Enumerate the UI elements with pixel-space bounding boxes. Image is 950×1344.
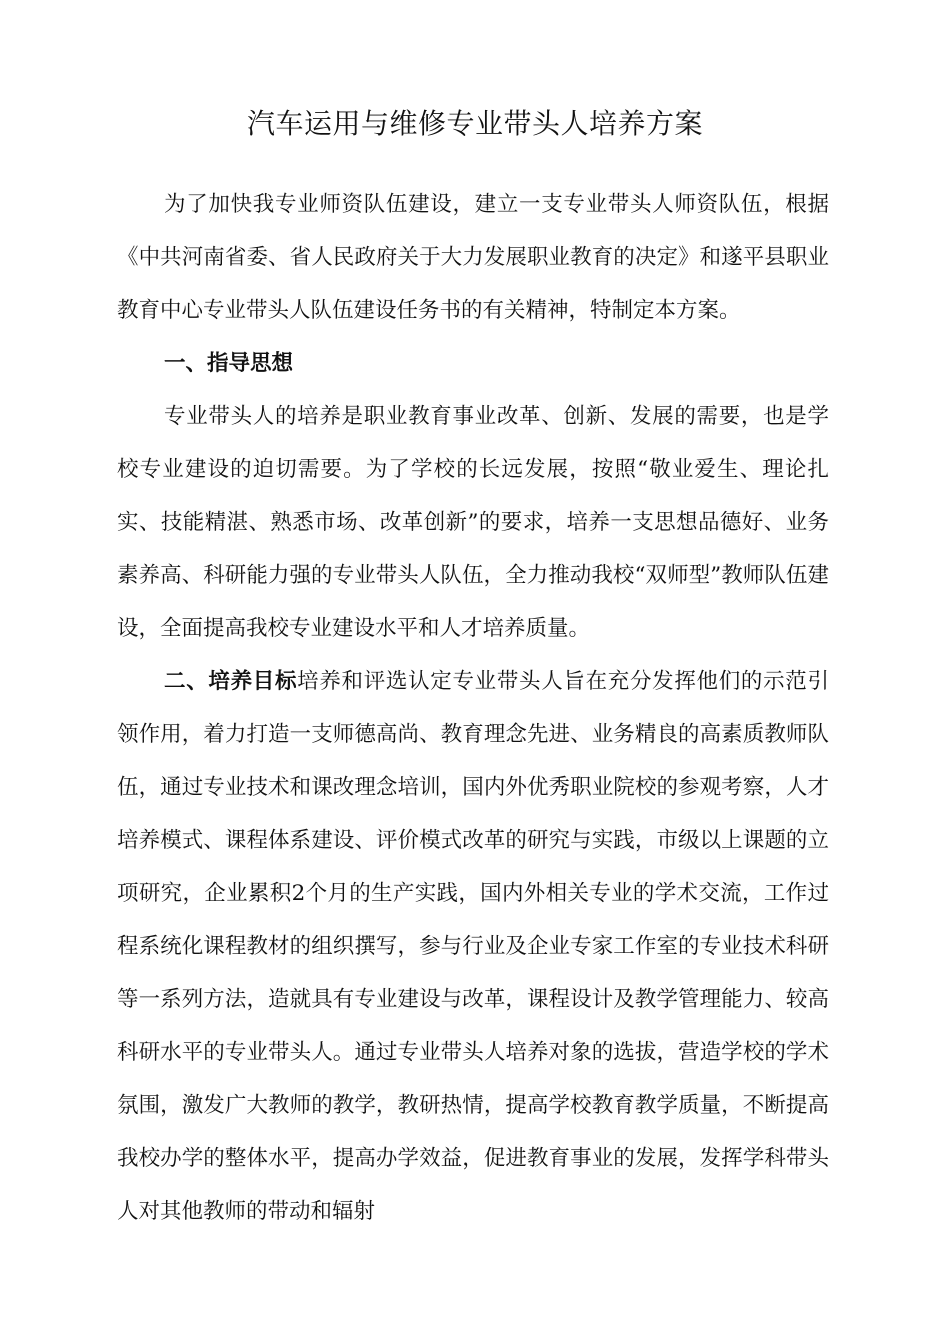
section-2-text: 培养和评选认定专业带头人旨在充分发挥他们的示范引领作用，着力打造一支师德高尚、教育理念先进、业务精良的高素质教师队伍，通过专业技术和课改理念培训，国内外优秀职业院校的参观考察，人才培养模式、课程体系建设、评价模式改革的研究与实践，市级以上课题的立项研究，企业累积2个月的生产实践，国内外相关专业的学术交流，工作过程系统化课程教材的组织撰写，参与行业及企业专家工作室的专业技术科研等一系列方法，造就具有专业建设与改革，课程设计及教学管理能力、较高科研水平的专业带头人。通过专业带头人培养对象的选拔，营造学校的学术氛围，激发广大教师的教学，教研热情，提高学校教育教学质量，不断提高我校办学的整体水平，提高办学效益，促进教育事业的发展，发挥学科带头人对其他教师的带动和辐射 xyxy=(117,669,829,1224)
section-1-heading: 一、指导思想 xyxy=(164,351,294,376)
section-1-paragraph: 专业带头人的培养是职业教育事业改革、创新、发展的需要，也是学校专业建设的迫切需要。为了学校的长远发展，按照“敬业爱生、理论扎实、技能精湛、熟悉市场、改革创新”的要求，培养一支思想品德好、业务素养高、科研能力强的专业带头人队伍，全力推动我校“双师型”教师队伍建设，全面提高我校专业建设水平和人才培养质量。 xyxy=(117,404,829,641)
document-title: 汽车运用与维修专业带头人培养方案 xyxy=(246,107,703,140)
intro-paragraph: 为了加快我专业师资队伍建设，建立一支专业带头人师资队伍，根据《中共河南省委、省人民政府关于大力发展职业教育的决定》和遂平县职业教育中心专业带头人队伍建设任务书的有关精神，特制定本方案。 xyxy=(117,192,829,323)
section-2-paragraph xyxy=(117,655,829,1238)
section-2-heading: 二、培养目标 xyxy=(164,669,298,694)
document-body xyxy=(117,178,829,1238)
